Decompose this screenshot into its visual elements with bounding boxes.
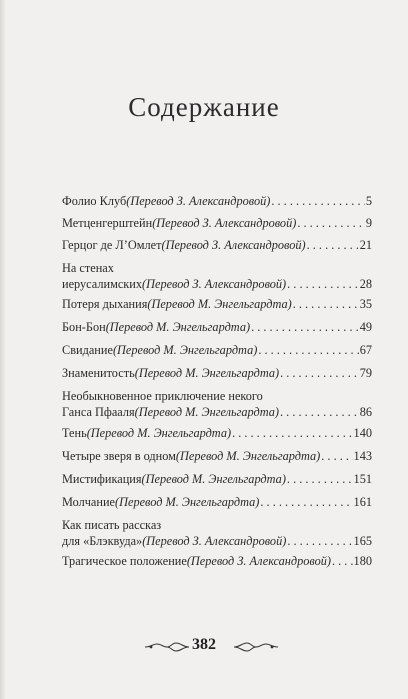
toc-line: [62, 472, 372, 488]
toc-page-number: 21: [359, 238, 372, 252]
toc-entry-translator: (Перевод М. Энгельгардта): [141, 472, 286, 486]
toc-page-number: 180: [353, 554, 372, 568]
toc-entry-translator: (Перевод М. Энгельгардта): [86, 426, 232, 440]
toc-entry-title: Как писать рассказ: [62, 518, 162, 532]
toc-line: [62, 449, 372, 465]
dot-leader: [293, 297, 359, 313]
toc-line: [62, 518, 372, 534]
right-ornament-icon: [232, 641, 280, 653]
toc-entry-title: Молчание: [62, 495, 116, 509]
toc-entry: [62, 554, 372, 570]
toc-entry: [62, 261, 372, 292]
toc-entry-title: Ганса Пфааля: [62, 404, 135, 419]
toc-line: [62, 277, 372, 293]
dot-leader: [332, 554, 353, 570]
toc-entry-translator: (Перевод М. Энгельгардта): [147, 297, 292, 311]
toc-entry-title: Герцог де Л’Омлет: [62, 238, 162, 252]
toc-entry: [62, 216, 372, 232]
dot-leader: [260, 495, 352, 511]
toc-line: [62, 238, 372, 254]
toc-entry-title: Метценгерштейн: [62, 216, 153, 230]
toc-line: [62, 366, 372, 382]
toc-page-number: 161: [353, 495, 372, 509]
toc-entry-translator: (Перевод М. Энгельгардта): [134, 404, 280, 419]
toc-entry-title: Трагическое положение: [62, 554, 187, 568]
toc-entry-title: Свидание: [62, 343, 113, 357]
toc-entry-translator: (Перевод З. Александровой): [142, 533, 287, 548]
toc-entry-title: для «Блэквуда»: [62, 533, 143, 548]
toc-line: [62, 320, 372, 336]
toc-line: [62, 389, 372, 405]
toc-entry-title: Бон-Бон: [62, 320, 106, 334]
dot-leader: [321, 449, 352, 465]
toc-page-number: 28: [359, 276, 372, 291]
dot-leader: [297, 216, 365, 232]
toc-entry: [62, 426, 372, 442]
toc-entry: [62, 495, 372, 511]
toc-entry: [62, 343, 372, 359]
toc-page-number: 165: [353, 533, 372, 548]
toc-entry-translator: (Перевод З. Александровой): [142, 276, 287, 291]
toc-entry: [62, 389, 372, 420]
dot-leader: [307, 238, 359, 254]
toc-page-number: 67: [359, 343, 372, 357]
toc-line: [62, 495, 372, 511]
toc-entry-title: Четыре зверя в одном: [62, 449, 176, 463]
toc-page-number: 5: [365, 194, 372, 208]
dot-leader: [287, 277, 359, 293]
dot-leader: [258, 343, 358, 359]
dot-leader: [251, 320, 359, 336]
toc-page-number: 143: [353, 449, 372, 463]
toc-entry-translator: (Перевод З. Александровой): [126, 194, 271, 208]
toc-entry-title: Потеря дыхания: [62, 297, 148, 311]
dot-leader: [280, 405, 359, 421]
toc-page-number: 86: [359, 404, 372, 419]
toc-entry: [62, 194, 372, 210]
toc-entry-translator: (Перевод М. Энгельгардта): [105, 320, 251, 334]
toc-line: [62, 343, 372, 359]
toc-page-number: 35: [359, 297, 372, 311]
toc-page-number: 9: [365, 216, 372, 230]
toc-page-number: 140: [353, 426, 372, 440]
toc-entry-translator: (Перевод З. Александровой): [152, 216, 297, 230]
toc-line: [62, 216, 372, 232]
toc-entry-translator: (Перевод З. Александровой): [161, 238, 306, 252]
toc-line: [62, 261, 372, 277]
toc-entry: [62, 472, 372, 488]
toc-entry: [62, 320, 372, 336]
page-footer: [0, 636, 408, 658]
toc-entry-title: иерусалимских: [62, 276, 143, 291]
toc-line: [62, 534, 372, 550]
toc-entry-translator: (Перевод З. Александровой): [186, 554, 331, 568]
toc-line: [62, 426, 372, 442]
toc-entry-translator: (Перевод М. Энгельгардта): [175, 449, 321, 463]
dot-leader: [287, 472, 353, 488]
toc-entry-translator: (Перевод М. Энгельгардта): [112, 343, 258, 357]
toc-entry: [62, 518, 372, 549]
dot-leader: [271, 194, 364, 210]
dot-leader: [232, 426, 352, 442]
toc-line: [62, 297, 372, 313]
page-number: 382: [192, 636, 216, 653]
dot-leader: [280, 366, 359, 382]
toc-entry-title: Тень: [62, 426, 87, 440]
toc-entry-title: Мистификация: [62, 472, 142, 486]
toc-entry: [62, 449, 372, 465]
toc-entry-title: Знаменитость: [62, 366, 135, 380]
toc-entry-translator: (Перевод М. Энгельгардта): [115, 495, 260, 509]
dot-leader: [287, 534, 352, 550]
toc-line: [62, 405, 372, 421]
toc-entry-translator: (Перевод М. Энгельгардта): [134, 366, 280, 380]
toc-entry: [62, 238, 372, 254]
toc-line: [62, 194, 372, 210]
toc-entry-title: На стенах: [62, 261, 114, 275]
toc-entry-title: Необыкновенное приключение некого: [62, 389, 263, 403]
toc-entry: [62, 366, 372, 382]
toc-page-number: 79: [359, 366, 372, 380]
toc-entry: [62, 297, 372, 313]
toc-line: [62, 554, 372, 570]
toc-page-number: 151: [353, 472, 372, 486]
toc-page-number: 49: [359, 320, 372, 334]
page-title: Содержание: [128, 92, 280, 122]
toc-entry-title: Фолио Клуб: [62, 194, 127, 208]
